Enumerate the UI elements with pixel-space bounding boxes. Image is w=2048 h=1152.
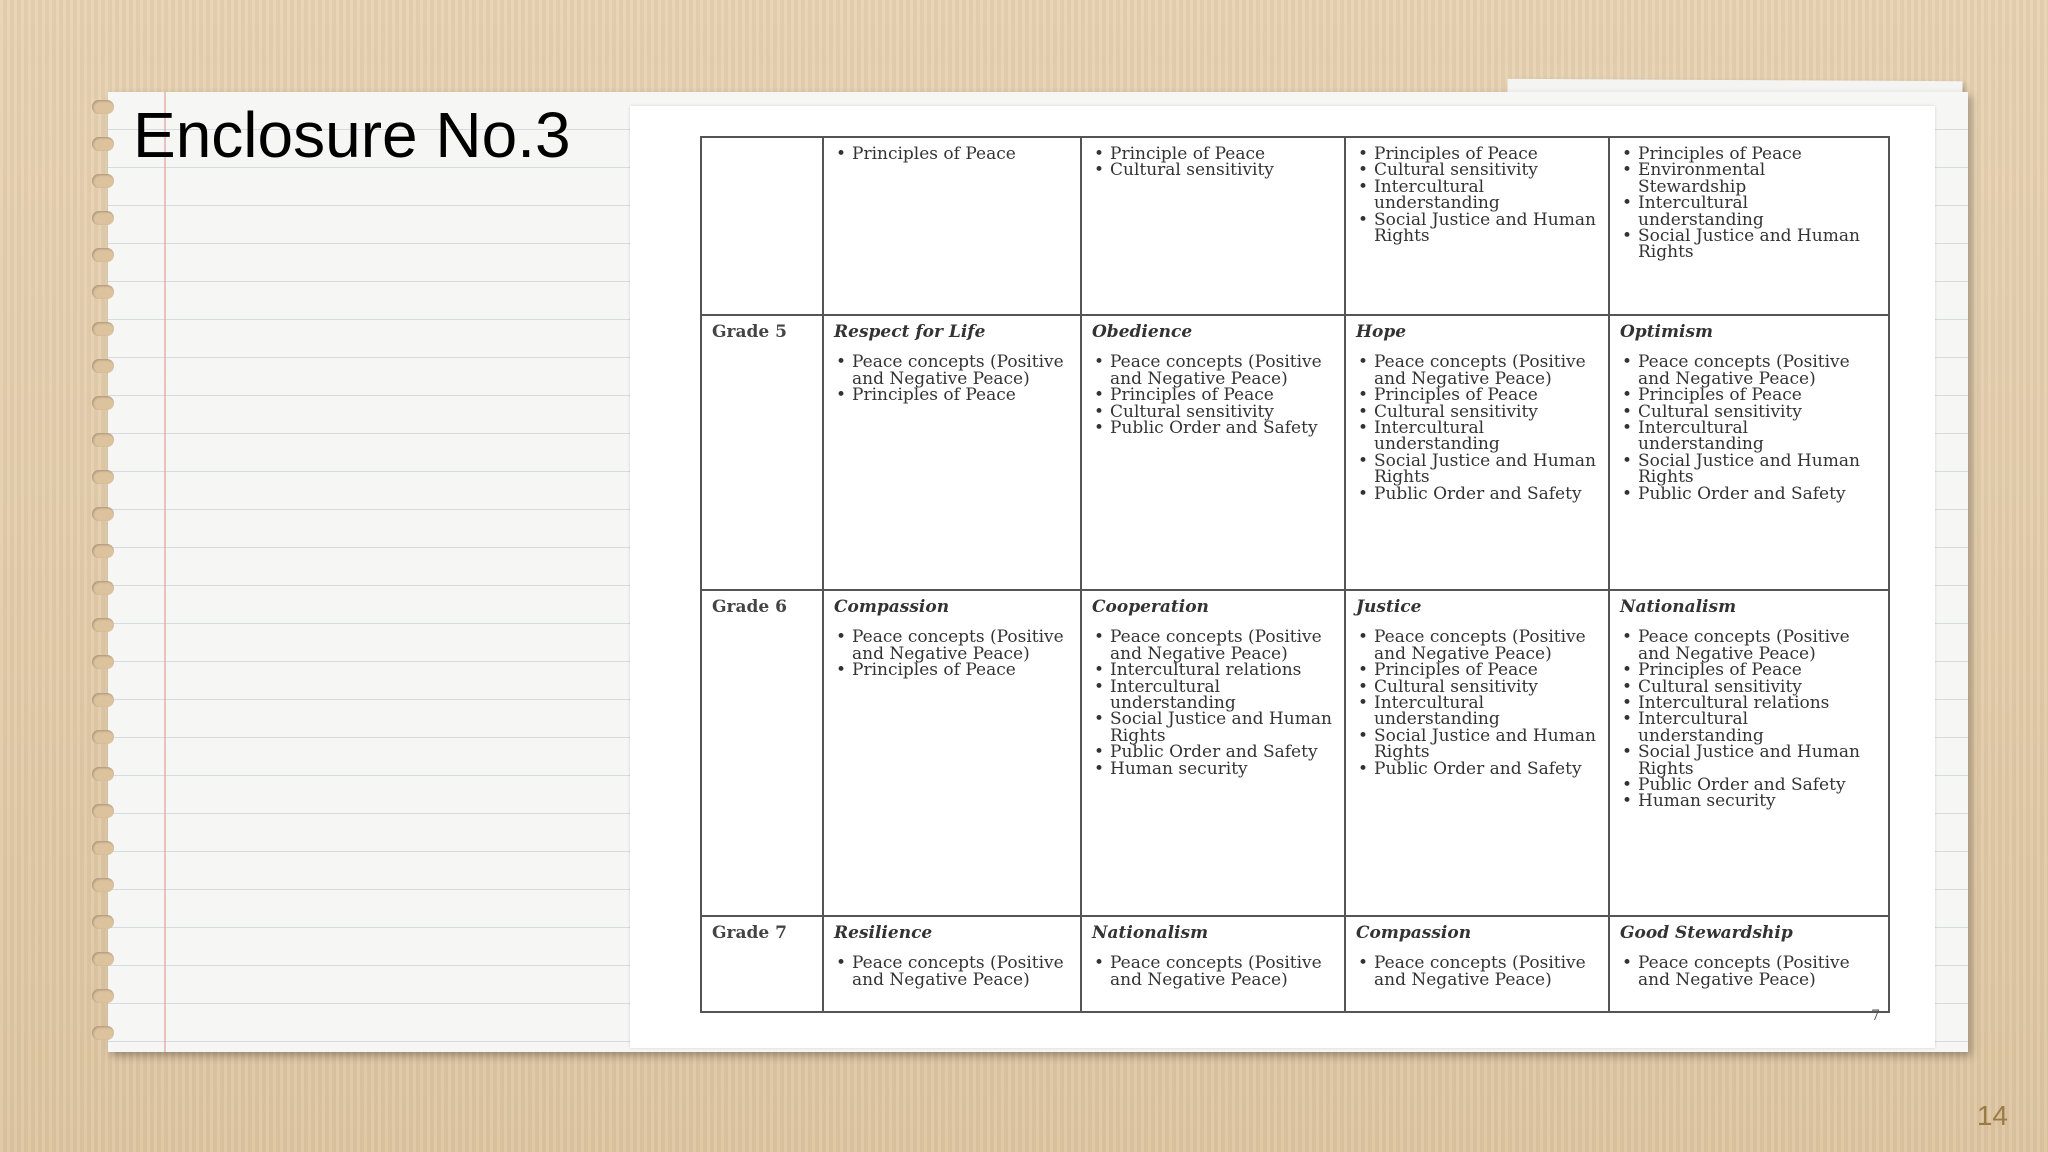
value-cell [1345,590,1609,916]
concept-item: • Social Justice and Human Rights [1638,744,1878,777]
concept-item: • Environmental Stewardship [1638,162,1878,195]
concept-list [834,955,1070,988]
binding-hole [92,507,114,521]
concept-list [834,352,1070,406]
concept-item: • Principles of Peace [1638,146,1878,162]
grade-cell [701,137,823,315]
concept-list [1092,352,1334,439]
binding-hole [92,100,114,114]
concept-list [1356,354,1598,502]
concept-list [834,146,1070,162]
concept-item: • Peace concepts (Positive and Negative Peace) [1374,354,1598,387]
concept-list [1620,146,1878,261]
concept-list [1092,629,1334,777]
value-title: Hope [1356,322,1407,342]
concept-item: • Principles of Peace [1110,387,1334,403]
concept-item: • Intercultural understanding [1374,695,1598,728]
binding-hole [92,767,114,781]
document-page-number: 7 [1871,1008,1880,1024]
concept-item: • Cultural sensitivity [1374,679,1598,695]
binding-hole [92,915,114,929]
binding-hole [92,730,114,744]
notepad-binding-holes [92,100,132,1040]
table-row [701,916,1889,1012]
concept-item: • Peace concepts (Positive and Negative Peace) [852,955,1070,988]
curriculum-table [700,136,1890,1013]
binding-hole [92,878,114,892]
concept-item: • Peace concepts (Positive and Negative Peace) [1110,955,1334,988]
concept-item: • Principles of Peace [852,146,1070,162]
binding-hole [92,137,114,151]
concept-item: • Intercultural relations [1110,662,1334,678]
concept-item: • Social Justice and Human Rights [1638,228,1878,261]
concept-item: • Intercultural understanding [1110,679,1334,712]
value-cell [823,137,1081,315]
binding-hole [92,470,114,484]
binding-hole [92,804,114,818]
concept-list [1092,146,1334,179]
concept-list [1092,955,1334,988]
value-title: Nationalism [1620,597,1737,617]
table-row [701,590,1889,916]
binding-hole [92,618,114,632]
concept-item: • Public Order and Safety [1374,761,1598,777]
binding-hole [92,952,114,966]
concept-item: • Cultural sensitivity [1110,404,1334,420]
concept-item: • Public Order and Safety [1110,744,1334,760]
value-cell [1081,916,1345,1012]
concept-item: • Principles of Peace [1638,662,1878,678]
value-cell [1609,590,1889,916]
value-cell [823,315,1081,590]
concept-item: • Intercultural relations [1638,695,1878,711]
binding-hole [92,359,114,373]
concept-item: • Cultural sensitivity [1374,404,1598,420]
concept-list [1620,627,1878,812]
value-title: Compassion [1356,923,1472,943]
concept-item: • Principles of Peace [1638,387,1878,403]
table-row [701,315,1889,590]
concept-item: • Peace concepts (Positive and Negative Peace) [852,629,1070,662]
value-title: Optimism [1620,322,1714,342]
value-cell [1345,916,1609,1012]
concept-item: • Peace concepts (Positive and Negative Peace) [1374,955,1598,988]
concept-item: • Intercultural understanding [1374,179,1598,212]
binding-hole [92,1026,114,1040]
value-cell [1345,315,1609,590]
concept-item: • Peace concepts (Positive and Negative Peace) [1110,354,1334,387]
binding-hole [92,174,114,188]
concept-item: • Intercultural understanding [1638,195,1878,228]
value-title: Justice [1356,597,1422,617]
table-row [701,137,1889,315]
binding-hole [92,989,114,1003]
binding-hole [92,841,114,855]
value-title: Obedience [1092,322,1193,342]
value-cell [823,590,1081,916]
binding-hole [92,655,114,669]
concept-item: • Intercultural understanding [1638,420,1878,453]
concept-item: • Public Order and Safety [1638,777,1878,793]
value-cell [1609,916,1889,1012]
binding-hole [92,581,114,595]
binding-hole [92,396,114,410]
concept-item: • Social Justice and Human Rights [1374,453,1598,486]
value-cell [1081,315,1345,590]
concept-item: • Intercultural understanding [1374,420,1598,453]
concept-list [834,627,1070,681]
concept-item: • Public Order and Safety [1374,486,1598,502]
binding-hole [92,248,114,262]
value-cell [1345,137,1609,315]
concept-item: • Social Justice and Human Rights [1110,711,1334,744]
concept-item: • Peace concepts (Positive and Negative Peace) [1638,955,1878,988]
concept-item: • Principle of Peace [1110,146,1334,162]
concept-item: • Cultural sensitivity [1638,679,1878,695]
value-cell [1609,315,1889,590]
concept-item: • Human security [1638,793,1878,809]
scanned-document [630,106,1935,1048]
value-title: Cooperation [1092,597,1209,617]
concept-list [1620,354,1878,502]
concept-item: • Peace concepts (Positive and Negative Peace) [852,354,1070,387]
concept-item: • Social Justice and Human Rights [1374,212,1598,245]
slide-number: 14 [1976,1100,2008,1131]
concept-item: • Cultural sensitivity [1374,162,1598,178]
value-cell [1609,137,1889,315]
grade-cell: Grade 7 [701,916,823,1012]
concept-item: • Principles of Peace [852,387,1070,403]
concept-item: • Public Order and Safety [1110,420,1334,436]
concept-list [1356,144,1598,247]
binding-hole [92,433,114,447]
value-title: Compassion [834,597,950,617]
concept-item: • Intercultural understanding [1638,711,1878,744]
grade-cell: Grade 5 [701,315,823,590]
grade-cell: Grade 6 [701,590,823,916]
concept-item: • Social Justice and Human Rights [1374,728,1598,761]
value-cell [1081,590,1345,916]
concept-item: • Principles of Peace [1374,387,1598,403]
concept-item: • Public Order and Safety [1638,486,1878,502]
binding-hole [92,544,114,558]
concept-list [1356,955,1598,988]
concept-item: • Principles of Peace [852,662,1070,678]
value-title: Good Stewardship [1620,923,1793,943]
concept-item: • Human security [1110,761,1334,777]
concept-item: • Peace concepts (Positive and Negative Peace) [1638,629,1878,662]
concept-list [1620,955,1878,988]
concept-item: • Peace concepts (Positive and Negative Peace) [1638,354,1878,387]
value-title: Respect for Life [834,322,986,342]
concept-item: • Cultural sensitivity [1638,404,1878,420]
value-title: Resilience [834,923,933,943]
concept-item: • Peace concepts (Positive and Negative Peace) [1110,629,1334,662]
value-cell [1081,137,1345,315]
concept-item: • Principles of Peace [1374,662,1598,678]
concept-list [1356,629,1598,777]
binding-hole [92,211,114,225]
concept-item: • Cultural sensitivity [1110,162,1334,178]
concept-item: • Peace concepts (Positive and Negative Peace) [1374,629,1598,662]
concept-item: • Social Justice and Human Rights [1638,453,1878,486]
slide-title: Enclosure No.3 [133,99,571,171]
binding-hole [92,693,114,707]
value-title: Nationalism [1092,923,1209,943]
binding-hole [92,285,114,299]
binding-hole [92,322,114,336]
concept-item: • Principles of Peace [1374,146,1598,162]
value-cell [823,916,1081,1012]
